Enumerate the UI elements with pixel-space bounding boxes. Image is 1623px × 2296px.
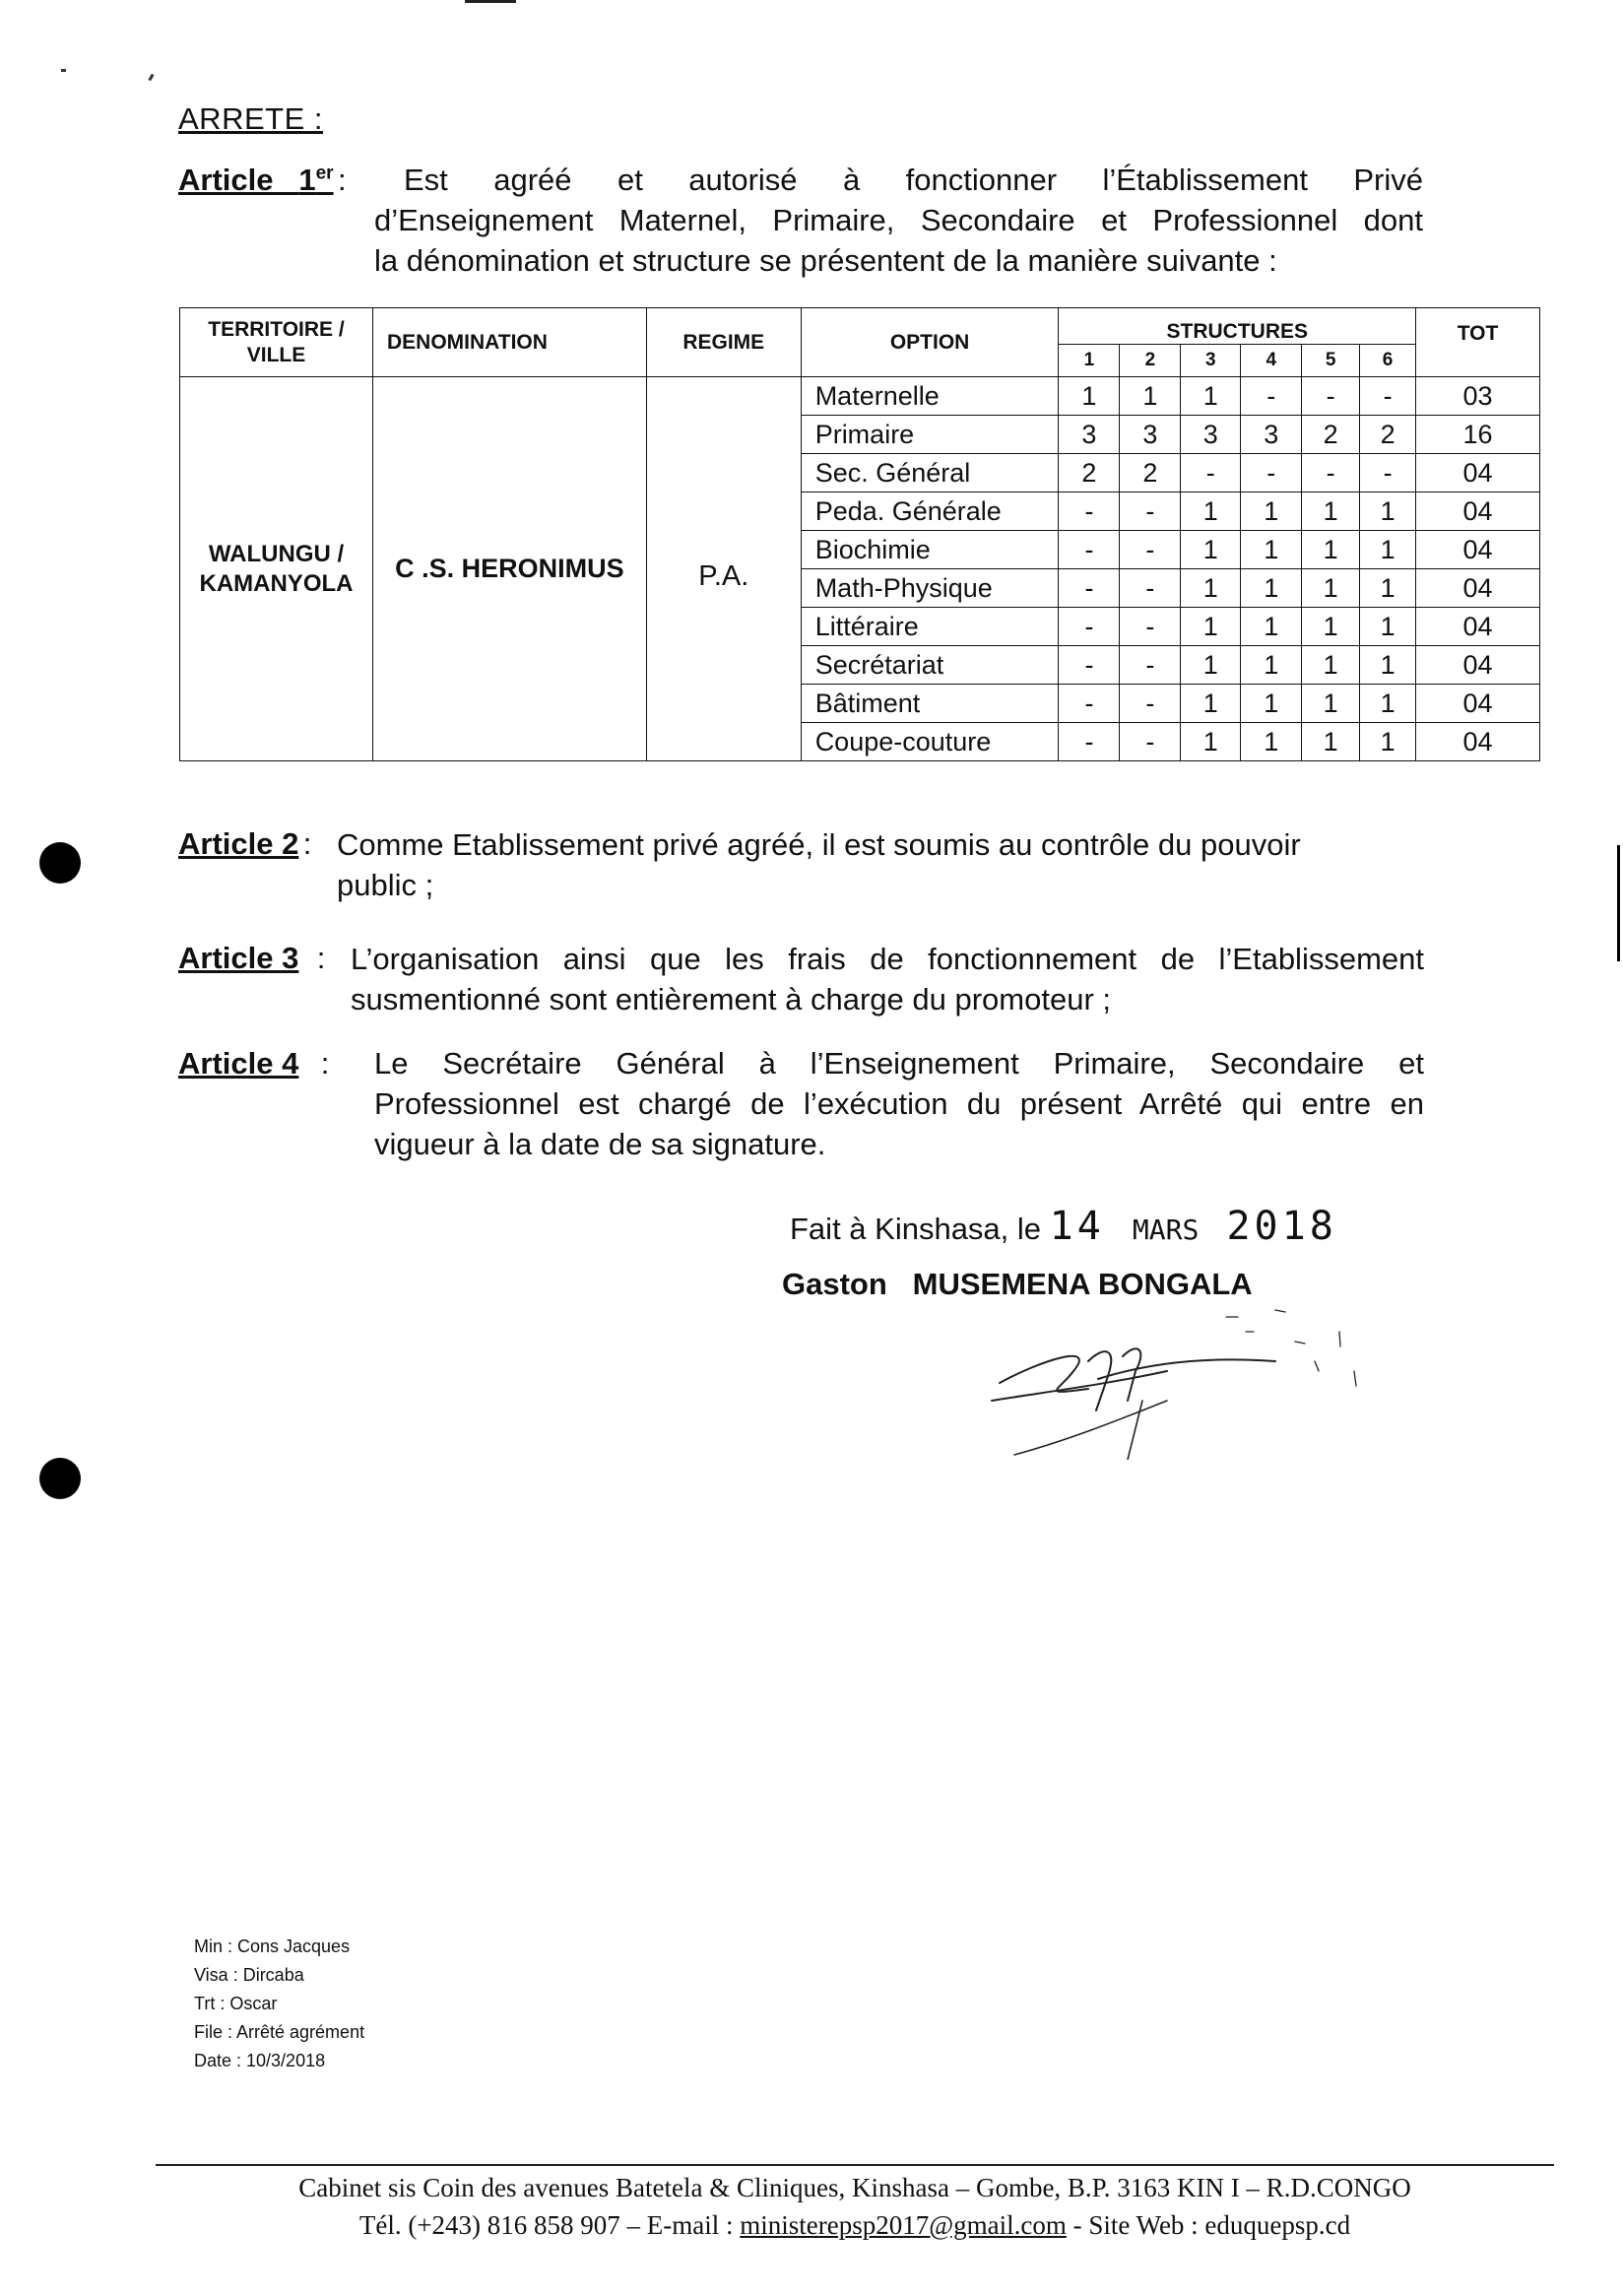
routing-notes xyxy=(194,1933,364,2075)
cell-structure-1: 2 xyxy=(1059,454,1120,492)
cell-structure-3: 1 xyxy=(1181,569,1241,608)
note-date: Date : 10/3/2018 xyxy=(194,2051,326,2070)
structure-col-5: 5 xyxy=(1302,345,1360,377)
cell-structure-2: 1 xyxy=(1120,377,1181,416)
header-option: OPTION xyxy=(801,308,1059,377)
cell-structure-2: - xyxy=(1120,531,1181,569)
cell-structure-6: 1 xyxy=(1360,492,1416,531)
cell-structure-2: 3 xyxy=(1120,416,1181,454)
article-3-label: Article 3 : xyxy=(178,941,326,975)
structure-col-4: 4 xyxy=(1241,345,1302,377)
cell-structure-3: 1 xyxy=(1181,492,1241,531)
cell-structure-6: 1 xyxy=(1360,646,1416,685)
footer-divider xyxy=(156,2164,1554,2166)
article-4-label: Article 4 : xyxy=(178,1046,330,1081)
cell-option: Primaire xyxy=(801,416,1059,454)
note-trt: Trt : Oscar xyxy=(194,1994,278,2013)
article-2-text: Comme Etablissement privé agréé, il est soumis au contrôle du pouvoir public ; xyxy=(337,827,1301,902)
cell-structure-6: 1 xyxy=(1360,685,1416,723)
footer xyxy=(156,2169,1554,2244)
cell-structure-3: 1 xyxy=(1181,723,1241,761)
cell-structure-1: - xyxy=(1059,685,1120,723)
table-row xyxy=(180,377,1540,416)
cell-structure-4: - xyxy=(1241,377,1302,416)
cell-structure-1: 3 xyxy=(1059,416,1120,454)
cell-structure-6: 1 xyxy=(1360,608,1416,646)
cell-structure-3: 1 xyxy=(1181,646,1241,685)
cell-structure-2: - xyxy=(1120,646,1181,685)
article-2-label: Article 2 : xyxy=(178,826,312,861)
cell-tot: 04 xyxy=(1416,531,1540,569)
cell-tot: 16 xyxy=(1416,416,1540,454)
cell-option: Bâtiment xyxy=(801,685,1059,723)
header-tot: TOT xyxy=(1416,308,1540,377)
note-visa: Visa : Dircaba xyxy=(194,1965,304,1985)
cell-option: Coupe-couture xyxy=(801,723,1059,761)
article-1-label: Article 1er : xyxy=(178,163,347,197)
cell-option: Peda. Générale xyxy=(801,492,1059,531)
cell-structure-5: 2 xyxy=(1302,416,1360,454)
cell-structure-5: 1 xyxy=(1302,492,1360,531)
cell-structure-2: 2 xyxy=(1120,454,1181,492)
article-4-text: Le Secrétaire Général à l’Enseignement Primaire, Secondaire et Professionnel est chargé de l’exécution du présent Arrêté qui entre en vigueur à la date de sa signature. xyxy=(374,1046,1424,1161)
cell-structure-2: - xyxy=(1120,608,1181,646)
cell-option: Math-Physique xyxy=(801,569,1059,608)
scan-speck xyxy=(148,74,154,82)
cell-structure-2: - xyxy=(1120,492,1181,531)
cell-option: Biochimie xyxy=(801,531,1059,569)
signature-place-date: Fait à Kinshasa, le 14 MARS 2018 xyxy=(790,1204,1337,1249)
cell-structure-6: 1 xyxy=(1360,723,1416,761)
cell-structure-3: 1 xyxy=(1181,685,1241,723)
cell-structure-1: - xyxy=(1059,646,1120,685)
cell-structure-2: - xyxy=(1120,723,1181,761)
note-min: Min : Cons Jacques xyxy=(194,1936,351,1956)
signer-name: Gaston MUSEMENA BONGALA xyxy=(782,1267,1253,1301)
cell-structure-2: - xyxy=(1120,685,1181,723)
cell-structure-4: 1 xyxy=(1241,531,1302,569)
cell-tot: 04 xyxy=(1416,454,1540,492)
handwritten-signature xyxy=(980,1302,1403,1460)
cell-structure-4: 3 xyxy=(1241,416,1302,454)
cell-structure-6: - xyxy=(1360,377,1416,416)
cell-tot: 04 xyxy=(1416,492,1540,531)
cell-structure-3: 3 xyxy=(1181,416,1241,454)
note-file: File : Arrêté agrément xyxy=(194,2022,365,2042)
structure-col-6: 6 xyxy=(1360,345,1416,377)
scan-speck xyxy=(61,69,66,72)
footer-email-link[interactable]: ministerepsp2017@gmail.com xyxy=(740,2210,1067,2240)
cell-structure-2: - xyxy=(1120,569,1181,608)
cell-structure-5: 1 xyxy=(1302,646,1360,685)
cell-tot: 04 xyxy=(1416,569,1540,608)
scan-edge-mark xyxy=(1617,845,1620,961)
structure-table-body xyxy=(180,377,1540,761)
article-1-text: Est agréé et autorisé à fonctionner l’Établissement Privé d’Enseignement Maternel, Primaire, Secondaire et Professionnel dont la dénomination et structure se présentent de la manière suivante : xyxy=(374,163,1423,278)
punch-hole xyxy=(39,1458,81,1499)
cell-structure-1: - xyxy=(1059,492,1120,531)
cell-structure-3: 1 xyxy=(1181,531,1241,569)
header-regime: REGIME xyxy=(646,308,801,377)
cell-territoire: WALUNGU / KAMANYOLA xyxy=(180,377,373,761)
structure-col-3: 3 xyxy=(1181,345,1241,377)
cell-option: Secrétariat xyxy=(801,646,1059,685)
structure-col-2: 2 xyxy=(1120,345,1181,377)
cell-structure-4: 1 xyxy=(1241,569,1302,608)
cell-structure-3: - xyxy=(1181,454,1241,492)
article-3-text: L’organisation ainsi que les frais de fonctionnement de l’Etablissement susmentionné sont entièrement à charge du promoteur ; xyxy=(351,942,1424,1017)
cell-structure-4: 1 xyxy=(1241,646,1302,685)
header-scan-mark xyxy=(465,0,516,3)
cell-structure-1: 1 xyxy=(1059,377,1120,416)
cell-structure-4: 1 xyxy=(1241,608,1302,646)
cell-structure-5: - xyxy=(1302,454,1360,492)
cell-option: Maternelle xyxy=(801,377,1059,416)
cell-structure-5: 1 xyxy=(1302,569,1360,608)
cell-structure-6: 1 xyxy=(1360,531,1416,569)
cell-structure-5: 1 xyxy=(1302,723,1360,761)
cell-tot: 04 xyxy=(1416,646,1540,685)
cell-structure-4: 1 xyxy=(1241,723,1302,761)
cell-structure-6: 2 xyxy=(1360,416,1416,454)
cell-structure-5: - xyxy=(1302,377,1360,416)
punch-hole xyxy=(39,842,81,884)
cell-structure-1: - xyxy=(1059,531,1120,569)
cell-structure-6: 1 xyxy=(1360,569,1416,608)
cell-structure-4: - xyxy=(1241,454,1302,492)
cell-option: Sec. Général xyxy=(801,454,1059,492)
arrete-heading: ARRETE : xyxy=(178,101,323,136)
cell-structure-6: - xyxy=(1360,454,1416,492)
cell-structure-3: 1 xyxy=(1181,608,1241,646)
cell-tot: 04 xyxy=(1416,608,1540,646)
cell-structure-1: - xyxy=(1059,569,1120,608)
cell-option: Littéraire xyxy=(801,608,1059,646)
date-stamp: 14 MARS 2018 xyxy=(1049,1204,1337,1249)
header-denomination: DENOMINATION xyxy=(372,308,646,377)
cell-regime: P.A. xyxy=(646,377,801,761)
header-structures: STRUCTURES xyxy=(1059,308,1416,345)
cell-structure-5: 1 xyxy=(1302,685,1360,723)
cell-structure-3: 1 xyxy=(1181,377,1241,416)
cell-structure-5: 1 xyxy=(1302,608,1360,646)
cell-tot: 04 xyxy=(1416,685,1540,723)
cell-structure-5: 1 xyxy=(1302,531,1360,569)
structure-table xyxy=(179,307,1540,761)
footer-contact: Tél. (+243) 816 858 907 – E-mail : ministerepsp2017@gmail.com - Site Web : eduquepsp.cd xyxy=(358,2210,1351,2240)
cell-structure-4: 1 xyxy=(1241,685,1302,723)
footer-address: Cabinet sis Coin des avenues Batetela & Cliniques, Kinshasa – Gombe, B.P. 3163 KIN I – R.D.CONGO xyxy=(298,2173,1411,2202)
cell-structure-4: 1 xyxy=(1241,492,1302,531)
cell-denomination: C .S. HERONIMUS xyxy=(372,377,646,761)
cell-tot: 04 xyxy=(1416,723,1540,761)
structure-col-1: 1 xyxy=(1059,345,1120,377)
cell-tot: 03 xyxy=(1416,377,1540,416)
cell-structure-1: - xyxy=(1059,608,1120,646)
cell-structure-1: - xyxy=(1059,723,1120,761)
header-territoire: TERRITOIRE / VILLE xyxy=(180,308,373,377)
